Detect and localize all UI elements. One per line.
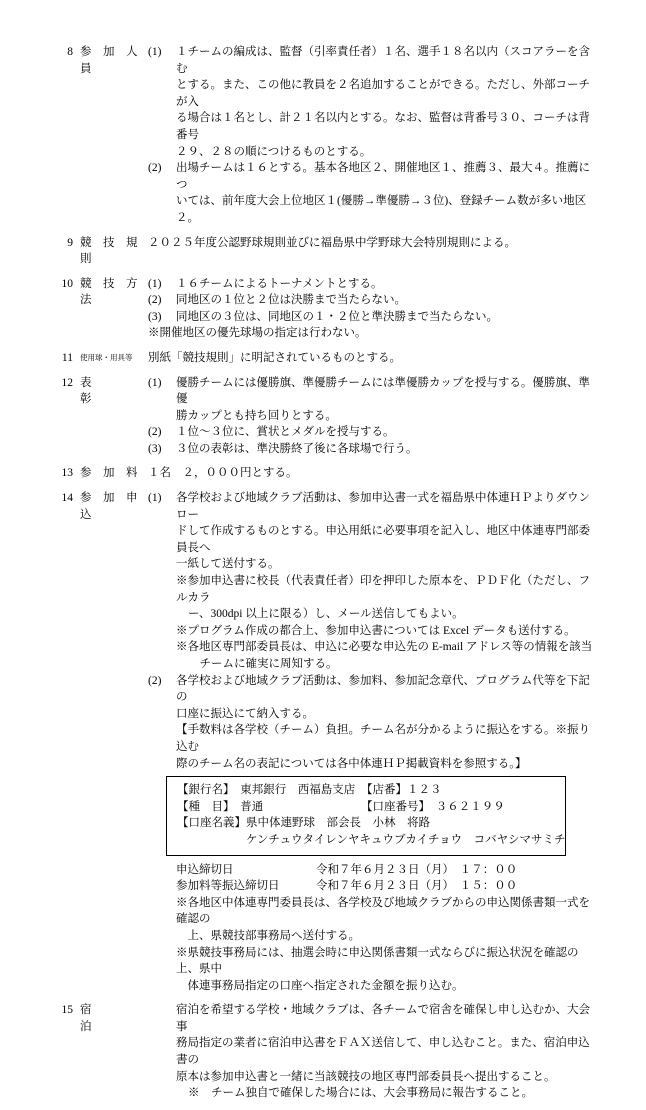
subitem-marker: (2) [148,294,162,307]
bank-line: 【種 目】 普通 【口座番号】 ３６２１９９ [177,800,505,813]
text-note: ※県競技事務局には、抽選会時に申込関係書類一式ならびに振込状況を確認の上、県中 [176,946,579,976]
text-line: ドして作成するものとする。申込用紙に必要事項を記入し、地区中体連専門部委員長へ [176,525,590,554]
section-participants [56,44,596,227]
subitem [148,292,596,309]
section-rules [56,235,596,268]
section-heading: 競 技 規 則 [80,236,149,266]
subitem-marker: (2) [148,426,162,439]
text-note: ※各地区専門部委員長は、申込に必要な申込先の E-mail アドレス等の情報を該当 [176,641,593,654]
subitem [148,862,596,995]
section-heading: 参 加 人 員 [80,46,149,75]
text-line: 原本は参加申込書と一緒に当該競技の地区専門部委員長へ提出すること。 [176,1070,556,1083]
section-number: 10 [61,277,73,290]
subitem-marker: (1) [148,46,162,58]
text-note: 上、県競技部事務局へ送付する。 [176,929,360,942]
section-heading: 表 彰 [80,376,138,405]
subitem-text: ３位の表彰は、準決勝終了後に各球場で行う。 [176,442,418,455]
section-heading: 競 技 方 法 [80,277,149,307]
subitem [148,673,596,773]
section-heading: 使用球・用具等 [80,352,133,362]
subitem [148,441,596,458]
section-heading: 参 加 料 [80,467,138,480]
subitem-text [176,862,596,995]
section-accommodation [56,1002,596,1102]
subitem [148,490,596,673]
section-fee [56,465,596,482]
text-line: 優勝チームには優勝旗、準優勝チームには準優勝カップを授与する。優勝旗、準優 [176,376,590,406]
section-text: １名 ２，０００円とする。 [148,467,298,480]
text-note: ー、300dpi 以上に限る）し、メール送信してもよい。 [188,608,464,621]
subitem-text: 同地区の１位と２位は決勝まで当たらない。 [176,294,406,307]
document-body [56,44,596,1110]
subitem-marker: (1) [148,277,162,290]
deadline-value: 令和７年６月２３日（月） １５：００ [316,880,518,893]
subitem-text [176,673,596,773]
text-line: 【手数料は各学校（チーム）負担。チーム名が分かるように振込をする。※振り込む [176,724,590,753]
section-content [148,44,596,227]
section-heading: 参 加 申 込 [80,492,149,521]
subitem [148,424,596,441]
section-number: 11 [61,351,73,364]
subitem [148,375,596,425]
text-line: ２９、２８の順につけるものとする。 [176,145,372,158]
section-text: 別紙「競技規則」に明記されているものとする。 [148,351,401,364]
deadline-row [176,862,596,879]
text-note: ※参加申込書に校長（代表責任者）印を押印した原本を、ＰＤＦ化（ただし、フルカラ [176,575,590,604]
section-text: ２０２５年度公認野球規則並びに福島県中学野球大会特別規則による。 [148,236,516,249]
section-content [148,350,596,367]
deadline-label: 参加料等振込締切日 [176,880,280,893]
subitem-text [176,490,596,673]
bank-account-box [166,776,566,855]
section-equipment [56,350,596,367]
subitem-marker: (1) [148,492,162,505]
section-number: 12 [61,376,73,389]
text-note: 体連事務局指定の口座へ指定された金額を振り込む。 [176,979,464,992]
subitem-marker: (2) [148,674,162,687]
text-line: １チームの編成は、監督（引率責任者）１名、選手１８名以内（スコアラーを含む [176,46,590,75]
section-application [56,490,596,994]
section-note: ※開催地区の優先球場の指定は行わない。 [148,327,367,340]
subitem-marker: (2) [148,162,162,175]
subitem-marker: (3) [148,310,162,323]
section-number: 13 [61,467,73,480]
section-content [148,490,596,994]
text-line: 出場チームは１６とする。基本各地区２、開催地区１、推薦３、最大４。推薦につ [176,162,590,191]
text-line: いては、前年度大会上位地区１(優勝→準優勝→３位)、登録チーム数が多い地区２。 [176,195,587,224]
deadline-row [176,878,596,895]
subitem [148,44,596,160]
text-line: 際のチーム名の表記については各中体連ＨＰ掲載資料を参照する。】 [176,757,527,770]
bank-line: 【口座名義】県中体連野球 部会長 小林 将路 [177,817,430,830]
text-note: ※ チーム独自で確保した場合には、大会事務局に報告すること。 [188,1087,533,1100]
text-line: 口座に振込にて納入する。 [176,707,314,720]
text-note: ※プログラム作成の都合上、参加申込書については Excel データも送付する。 [176,624,576,637]
text-line: 務局指定の業者に宿泊申込書をＦＡＸ送信して、申し込むこと。また、宿泊申込書の [176,1037,590,1067]
text-line: 各学校および地域クラブ活動は、参加料、参加記念章代、プログラム代等を下記の [176,674,590,704]
subitem-text: 同地区の３位は、同地区の１・２位と準決勝まで当たらない。 [176,310,498,323]
subitem-text: １位～３位に、賞状とメダルを授与する。 [176,426,395,439]
section-content [148,1002,596,1102]
subitem [148,1002,596,1102]
section-content [148,375,596,458]
subitem-text [176,160,596,226]
text-note: チームに確実に周知する。 [188,658,338,670]
text-line: る場合は１名とし、計２１名以内とする。なお、監督は背番号３０、コーチは背番号 [176,112,590,141]
subitem-text [176,375,596,425]
text-line: 宿泊を希望する学校・地域クラブは、各チームで宿舎を確保し申し込むか、大会事 [176,1004,590,1033]
section-number: 9 [67,236,73,249]
text-line: 一紙して送付する。 [176,558,280,571]
deadline-value: 令和７年６月２３日（月） １７：００ [316,863,518,876]
subitem [148,309,596,326]
bank-line: 【銀行名】 東邦銀行 西福島支店 【店番】１２３ [177,784,442,797]
text-note: ※各地区中体連専門委員長は、各学校及び地域クラブからの申込関係書類一式を確認の [176,896,590,926]
subitem-text: １６チームによるトーナメントとする。 [176,277,383,290]
section-content [148,235,596,252]
section-number: 8 [67,46,73,58]
section-content [148,465,596,482]
subitem-marker: (3) [148,442,162,455]
subitem-text [176,44,596,160]
subitem [148,160,596,226]
section-awards [56,375,596,458]
subitem-marker: (1) [148,376,162,389]
section-heading: 宿 泊 [80,1004,138,1033]
deadline-label: 申込締切日 [176,863,234,876]
text-line: とする。また、この他に教員を２名追加することができる。ただし、外部コーチが入 [176,79,590,108]
section-content [148,276,596,342]
subitem [148,276,596,293]
section-number: 14 [61,492,73,505]
text-line: 勝カップとも持ち回りとする。 [176,409,337,422]
bank-line: ケンチュウタイレンヤキュウブカイチョウ コバヤシマサミチ [177,833,566,846]
section-method [56,276,596,342]
text-line: 各学校および地域クラブ活動は、参加申込書一式を福島県中体連ＨＰよりダウンロー [176,492,590,521]
section-number: 15 [61,1004,73,1017]
subitem-text [176,1002,596,1102]
